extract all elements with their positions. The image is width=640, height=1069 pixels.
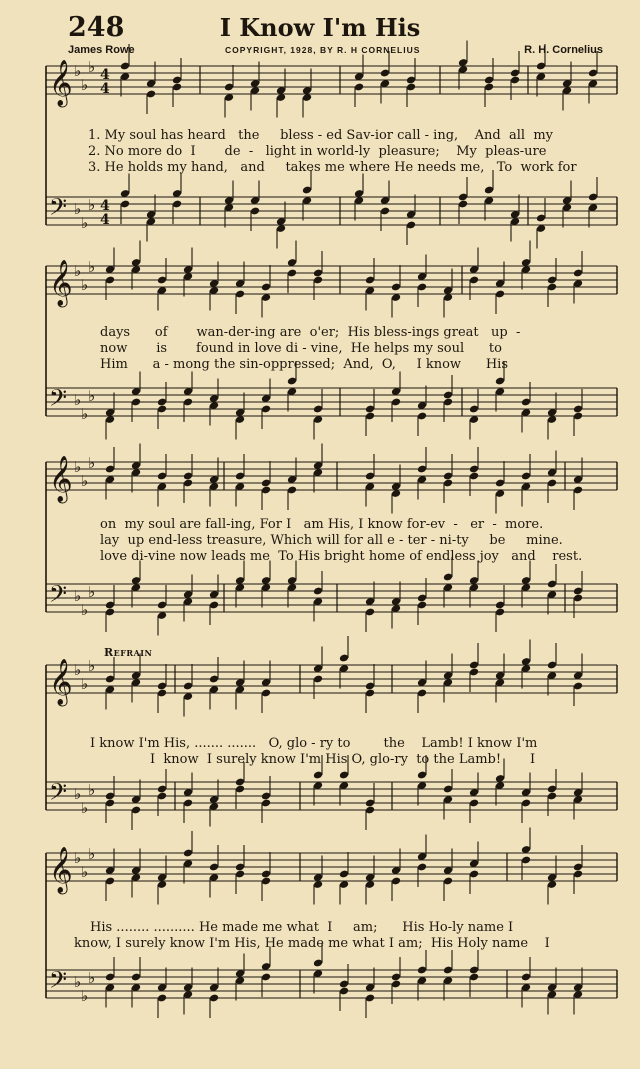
time-signature: 4: [100, 67, 110, 83]
lyric-line: I know I surely know I'm His O, glo-ry to the Lamb! I: [150, 752, 536, 767]
bass-clef-icon: 𝄢: [49, 193, 68, 226]
flat-icon: ♭: [74, 587, 82, 605]
flat-icon: ♭: [74, 262, 82, 280]
flat-icon: ♭: [88, 583, 96, 601]
bass-clef-icon: 𝄢: [49, 580, 68, 613]
flat-icon: ♭: [81, 675, 89, 693]
flat-icon: ♭: [74, 458, 82, 476]
flat-icon: ♭: [74, 661, 82, 679]
lyric-line: 1. My soul has heard the bless - ed Sav-ior call - ing, And all my: [88, 128, 554, 143]
bass-clef-icon: 𝄢: [49, 778, 68, 811]
flat-icon: ♭: [88, 258, 96, 276]
treble-clef-icon: 𝄞: [49, 456, 73, 502]
time-signature: 4: [100, 198, 110, 214]
lyric-line: Him a - mong the sin-oppressed; And, O, I know His: [100, 357, 509, 372]
lyric-line: days of wan-der-ing are o'er; His bless-ings great up -: [100, 325, 521, 340]
flat-icon: ♭: [74, 391, 82, 409]
time-signature: 4: [100, 81, 110, 97]
lyric-line: lay up end-less treasure, Which will for all e - ter - ni-ty be mine.: [100, 533, 563, 548]
flat-icon: ♭: [88, 58, 96, 76]
treble-clef-icon: 𝄞: [49, 260, 73, 306]
treble-clef-icon: 𝄞: [49, 60, 73, 106]
flat-icon: ♭: [81, 76, 89, 94]
lyric-line: 3. He holds my hand, and takes me where He needs me, To work for: [88, 160, 577, 175]
flat-icon: ♭: [81, 601, 89, 619]
flat-icon: ♭: [81, 987, 89, 1005]
flat-icon: ♭: [74, 849, 82, 867]
flat-icon: ♭: [81, 276, 89, 294]
lyricist: James Rowe: [68, 44, 135, 56]
flat-icon: ♭: [88, 196, 96, 214]
flat-icon: ♭: [88, 387, 96, 405]
copyright: COPYRIGHT, 1928, BY R. H CORNELIUS: [225, 45, 421, 55]
flat-icon: ♭: [81, 405, 89, 423]
flat-icon: ♭: [88, 969, 96, 987]
flat-icon: ♭: [81, 214, 89, 232]
lyric-line: His ........ .......... He made me what I am; His Ho-ly name I: [90, 920, 514, 935]
flat-icon: ♭: [81, 799, 89, 817]
flat-icon: ♭: [74, 973, 82, 991]
flat-icon: ♭: [88, 845, 96, 863]
flat-icon: ♭: [74, 200, 82, 218]
bass-clef-icon: 𝄢: [49, 966, 68, 999]
hymn-title: I Know I'm His: [219, 13, 421, 42]
flat-icon: ♭: [88, 454, 96, 472]
treble-clef-icon: 𝄞: [49, 847, 73, 893]
lyric-line: I know I'm His, ....... ....... O, glo - ry to the Lamb! I know I'm: [90, 736, 538, 751]
lyric-line: now is found in love di - vine, He helps my soul to: [100, 341, 502, 356]
hymn-number: 248: [68, 12, 125, 43]
bass-clef-icon: 𝄢: [49, 384, 68, 417]
refrain-label: Refrain: [104, 646, 153, 659]
lyric-line: 2. No more do I de - light in world-ly pleasure; My pleas-ure: [88, 144, 547, 159]
flat-icon: ♭: [81, 472, 89, 490]
flat-icon: ♭: [74, 62, 82, 80]
lyric-line: love di-vine now leads me To His bright home of endless joy and rest.: [100, 549, 583, 564]
time-signature: 4: [100, 212, 110, 228]
lyric-line: know, I surely know I'm His, He made me what I am; His Holy name I: [74, 936, 550, 951]
flat-icon: ♭: [81, 863, 89, 881]
lyric-line: on my soul are fall-ing, For I am His, I know for-ev - er - more.: [100, 517, 544, 532]
flat-icon: ♭: [74, 785, 82, 803]
flat-icon: ♭: [88, 657, 96, 675]
flat-icon: ♭: [88, 781, 96, 799]
composer: R. H. Cornelius: [524, 44, 603, 56]
treble-clef-icon: 𝄞: [49, 659, 73, 705]
